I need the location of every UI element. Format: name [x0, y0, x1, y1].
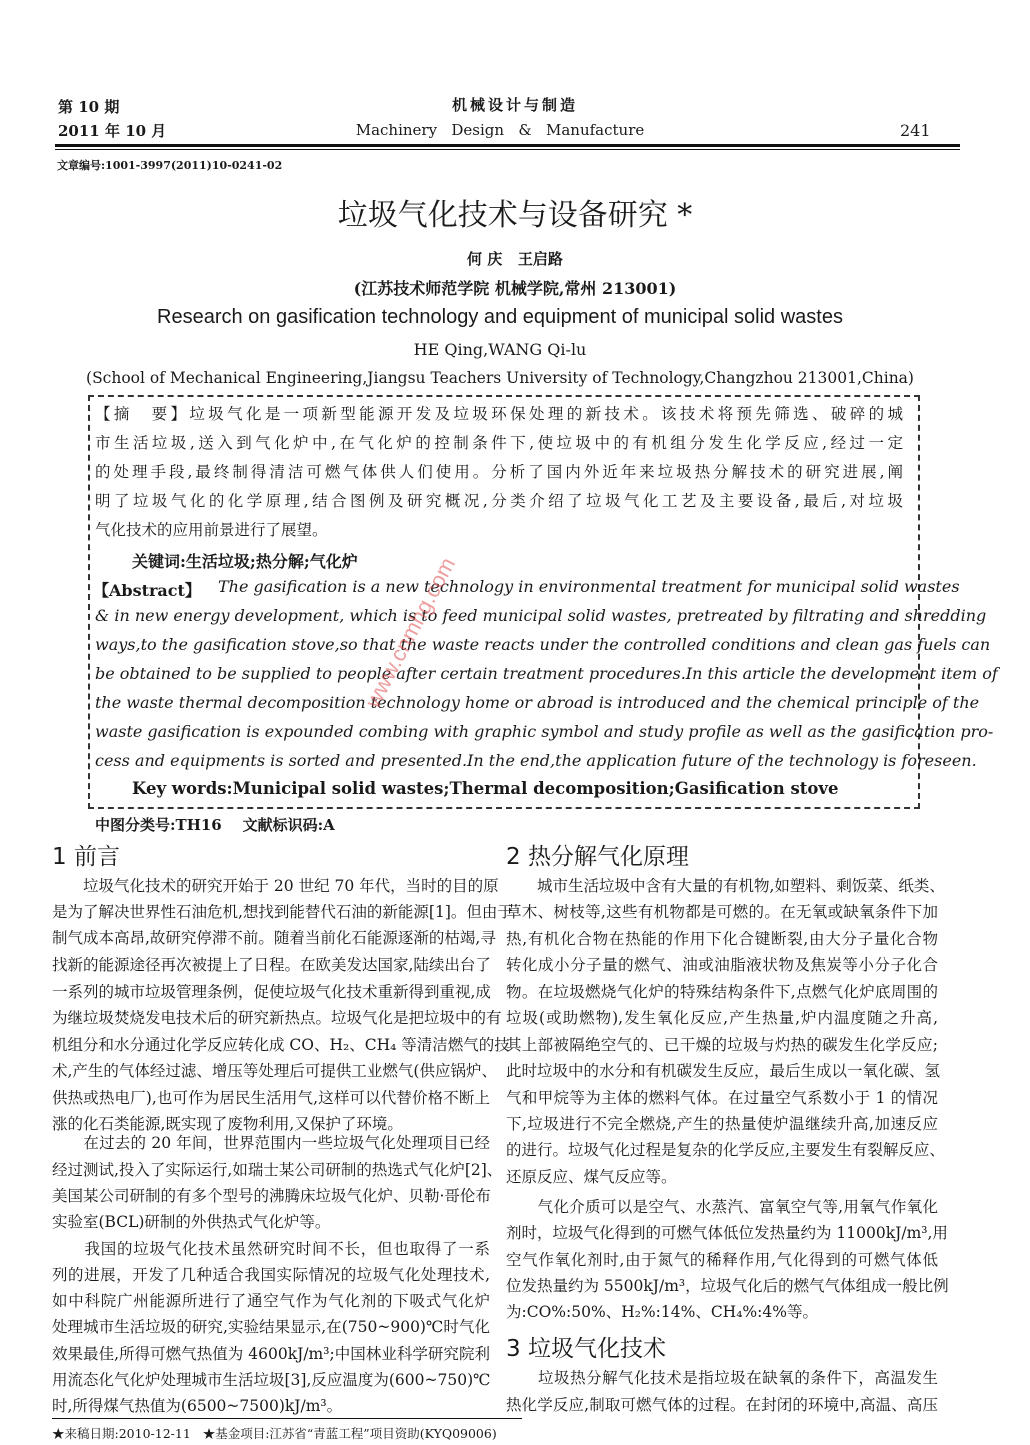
text-line: 下,垃圾进行不完全燃烧,产生的热量使炉温继续升高,加速反应: [506, 1115, 938, 1133]
text-line: ways,to the gasification stove,so that the waste reacts under the controlled conditions and clean gas fuels can: [95, 635, 991, 654]
journal-name-en: Machinery Design & Manufacture: [355, 121, 645, 139]
section-3-heading: 3 垃圾气化技术: [506, 1336, 666, 1362]
footnote-rule: [52, 1418, 522, 1419]
text-line: 的处理手段,最终制得清洁可燃气体供人们使用。分析了国内外近年来垃圾热分解技术的研究进展,阐: [95, 463, 903, 481]
text-line: 效果最佳,所得可燃气热值为 4600kJ/m³;中国林业科学研究院利: [52, 1345, 490, 1363]
text-line: 是为了解决世界性石油危机,想找到能替代石油的新能源[1]。但由于: [52, 903, 513, 921]
text-line: 明了垃圾气化的化学原理,结合图例及研究概况,分类介绍了垃圾气化工艺及主要设备,最后,对垃圾: [95, 492, 903, 510]
page-number: 241: [900, 121, 931, 140]
text-line: 找新的能源途径再次被提上了日程。在欧美发达国家,陆续出台了: [52, 956, 491, 974]
text-line: 术,产生的气体经过滤、增压等处理后可提供工业燃气(供应锅炉、: [52, 1062, 497, 1080]
text-line: 为:CO%:50%、H₂%:14%、CH₄%:4%等。: [506, 1303, 818, 1321]
text-line: 供热或热电厂),也可作为居民生活用气,这样可以代替价格不断上: [52, 1089, 490, 1107]
text-line: cess and equipments is sorted and presented.In the end,the application future of the technology is foreseen.: [95, 751, 977, 770]
text-line: 处理城市生活垃圾的研究,实验结果显示,在(750~900)℃时气化: [52, 1318, 490, 1336]
text-line: 气和甲烷等为主体的燃料气体。在过量空气系数小于 1 的情况: [506, 1089, 938, 1107]
text-line: be obtained to be supplied to people after certain treatment procedures.In this article the development item of: [95, 664, 998, 683]
text-line: & in new energy development, which is to feed municipal solid wastes, pretreated by filtrating and shredding: [95, 606, 987, 625]
journal-name-cn: 机械设计与制造: [451, 96, 578, 114]
text-line: 此时垃圾中的水分和有机碳发生反应，最后生成以一氧化碳、氢: [506, 1062, 941, 1080]
text-line: 还原反应、煤气反应等。: [506, 1168, 677, 1186]
text-line: 其上部被隔绝空气的、已干燥的垃圾与灼热的碳发生化学反应;: [506, 1036, 938, 1054]
text-line: 市生活垃圾,送入到气化炉中,在气化炉的控制条件下,使垃圾中的有机组分发生化学反应,经过一定: [95, 434, 903, 452]
text-line: waste gasification is expounded combing with graphic symbol and study profile as well as the gasification pro-: [95, 722, 994, 741]
text-line: 列的进展，开发了几种适合我国实际情况的垃圾气化处理技术,: [52, 1266, 490, 1284]
classification: 中图分类号:TH16 文献标识码:A: [95, 816, 335, 834]
text-line: 的进行。垃圾气化过程是复杂的化学反应,主要发生有裂解反应、: [506, 1141, 945, 1159]
watermark: www.cnmhg.com: [360, 553, 461, 712]
text-line: 经过测试,投入了实际运行,如瑞士某公司研制的热选式气化炉[2]、: [52, 1161, 503, 1179]
text-line: 实验室(BCL)研制的外供热式气化炉等。: [52, 1213, 331, 1231]
text-line: 转化成小分子量的燃气、油或油脂液状物及焦炭等小分子化合: [506, 956, 938, 974]
keywords-cn: 关键词:生活垃圾;热分解;气化炉: [132, 552, 358, 571]
keywords-en: Key words:Municipal solid wastes;Thermal decomposition;Gasification stove: [132, 779, 839, 798]
text-line: 一系列的城市垃圾管理条例，促使垃圾气化技术重新得到重视,成: [52, 983, 491, 1001]
text-line: 美国某公司研制的有多个型号的沸腾床垃圾气化炉、贝勒·哥伦布: [52, 1187, 491, 1205]
text-line: 气化介质可以是空气、水蒸汽、富氧空气等,用氧气作氧化: [506, 1198, 938, 1216]
text-line: 垃圾气化技术的研究开始于 20 世纪 70 年代，当时的目的原: [52, 877, 499, 895]
text-line: 机组分和水分通过化学反应转化成 CO、H₂、CH₄ 等清洁燃气的技: [52, 1036, 510, 1054]
text-line: 气化技术的应用前景进行了展望。: [95, 521, 328, 539]
issue-number: 第 10 期: [58, 98, 120, 116]
section-2-heading: 2 热分解气化原理: [506, 844, 689, 870]
text-line: 制气成本高昂,故研究停滞不前。随着当前化石能源逐渐的枯竭,寻: [52, 929, 496, 947]
text-line: the waste thermal decomposition technology home or abroad is introduced and the chemical principle of the: [95, 693, 980, 712]
affiliation-cn: (江苏技术师范学院 机械学院,常州 213001): [353, 279, 677, 298]
authors-cn: 何 庆 王启路: [467, 250, 563, 268]
abstract-box: [88, 395, 998, 809]
text-line: 垃圾(或助燃物),发生氧化反应,产生热量,炉内温度随之升高,: [506, 1009, 938, 1027]
text-line: 时,所得煤气热值为(6500~7500)kJ/m³。: [52, 1397, 343, 1415]
text-line: 草木、树枝等,这些有机物都是可燃的。在无氧或缺氧条件下加: [506, 903, 938, 921]
text-line: 为继垃圾焚烧发电技术后的研究新热点。垃圾气化是把垃圾中的有: [52, 1009, 502, 1027]
text-line: 位发热量约为 5500kJ/m³，垃圾气化后的燃气气体组成一般比例: [506, 1277, 949, 1295]
text-line: 在过去的 20 年间，世界范围内一些垃圾气化处理项目已经: [52, 1134, 490, 1152]
text-line: 热,有机化合物在热能的作用下化合键断裂,由大分子量化合物: [506, 930, 938, 948]
text-line: 热化学反应,制取可燃气体的过程。在封闭的环境中,高温、高压: [506, 1396, 938, 1414]
text-line: 剂时，垃圾气化得到的可燃气体低位发热量约为 11000kJ/m³,用: [506, 1224, 948, 1242]
article-number: 文章编号:1001-3997(2011)10-0241-02: [57, 159, 283, 172]
section-1-heading: 1 前言: [52, 844, 120, 870]
page-title: 垃圾气化技术与设备研究 *: [337, 198, 693, 233]
affiliation-en: (School of Mechanical Engineering,Jiangsu Teachers University of Technology,Changzhou 213001,China): [86, 369, 914, 387]
text-line: 用流态化气化炉处理城市生活垃圾[3],反应温度为(600~750)℃: [52, 1371, 491, 1389]
text-line: 涨的化石类能源,既实现了废物利用,又保护了环境。: [52, 1115, 403, 1133]
text-line: 【摘 要】垃圾气化是一项新型能源开发及垃圾环保处理的新技术。该技术将预先筛选、破碎的城: [95, 405, 903, 423]
footnote: ★来稿日期:2010-12-11 ★基金项目:江苏省“青蓝工程”项目资助(KYQ09006): [52, 1426, 497, 1441]
abstract-en-label: 【Abstract】: [93, 581, 201, 600]
text-line: 我国的垃圾气化技术虽然研究时间不长，但也取得了一系: [52, 1240, 490, 1258]
text-line: 空气作氧化剂时,由于氮气的稀释作用,气化得到的可燃气体低: [506, 1251, 938, 1269]
text-line: 如中科院广州能源所进行了通空气作为气化剂的下吸式气化炉: [52, 1292, 490, 1310]
authors-en: HE Qing,WANG Qi-lu: [413, 340, 587, 359]
header-rule-thin: [55, 149, 960, 150]
header-rule: [55, 144, 960, 147]
issue-date: 2011 年 10 月: [58, 122, 167, 140]
text-line: 垃圾热分解气化技术是指垃圾在缺氧的条件下，高温发生: [506, 1369, 938, 1387]
text-line: 物。在垃圾燃烧气化炉的特殊结构条件下,点燃气化炉底周围的: [506, 983, 938, 1001]
text-line: The gasification is a new technology in environmental treatment for municipal solid wastes: [218, 577, 960, 596]
title-en: Research on gasification technology and equipment of municipal solid wastes: [157, 306, 843, 328]
text-line: 城市生活垃圾中含有大量的有机物,如塑料、剩饭菜、纸类、: [506, 877, 945, 895]
